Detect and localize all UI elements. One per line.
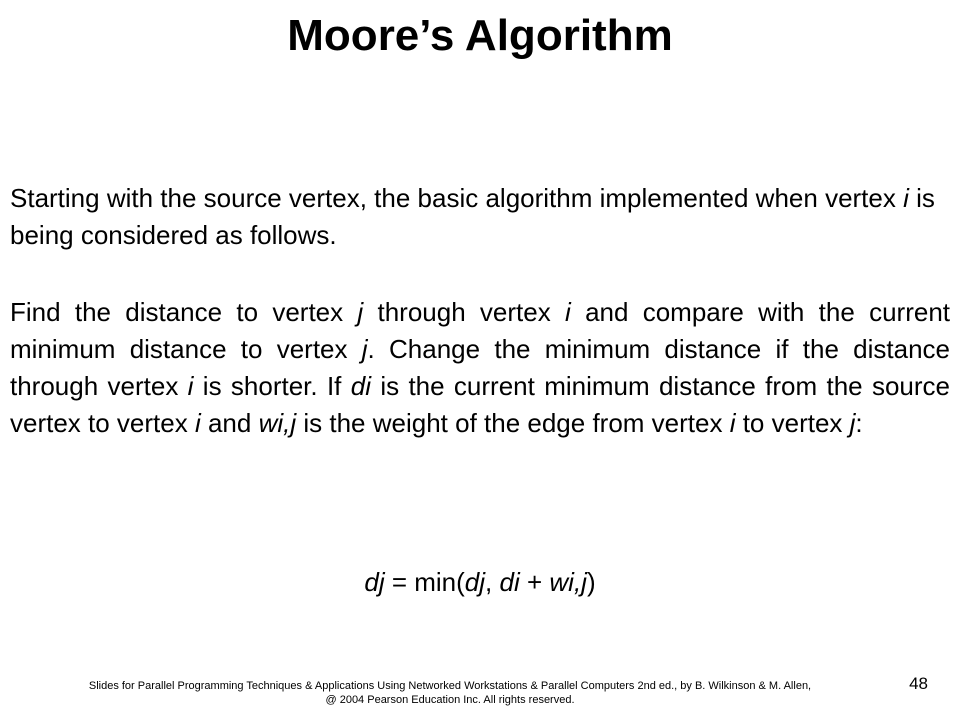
footer-line-2: @ 2004 Pearson Education Inc. All rights reserved. — [325, 694, 575, 706]
page-number: 48 — [909, 674, 928, 693]
var-i: i — [187, 371, 194, 401]
var-i: i — [194, 408, 201, 438]
intro-paragraph — [10, 180, 950, 254]
var-i: i — [903, 183, 909, 213]
var-j: j — [849, 408, 856, 438]
footer-line-1: Slides for Parallel Programming Techniques & Applications Using Networked Workstations & Parallel Computers 2nd ed., by B. Wilkinson & M. Allen, — [88, 680, 812, 692]
text-segment: is being considered as follows. — [10, 183, 935, 250]
var-i: i — [729, 408, 736, 438]
text-segment: is the current minimum distance from the source vertex to vertex — [10, 371, 951, 438]
var-j: j — [361, 334, 368, 364]
text-segment: is shorter. If — [193, 371, 351, 401]
text-segment: through vertex — [363, 297, 566, 327]
text-segment: . Change the minimum distance if the distance through vertex — [10, 334, 950, 401]
var-dj: dj — [464, 567, 486, 597]
text-segment: and — [200, 408, 259, 438]
description-paragraph — [10, 294, 950, 442]
var-wij: wi,j — [549, 567, 587, 597]
slide-title: Moore’s Algorithm — [287, 11, 673, 60]
var-wij: wi,j — [258, 408, 297, 438]
var-dj: dj — [364, 567, 385, 597]
text-segment: to vertex — [735, 408, 850, 438]
text-segment: is the weight of the edge from vertex — [296, 408, 730, 438]
formula-segment: ) — [586, 567, 596, 597]
var-j: j — [357, 297, 364, 327]
var-di: di — [350, 371, 371, 401]
text-segment: : — [855, 408, 863, 438]
text-segment: Starting with the source vertex, the basic algorithm implemented when vertex — [10, 183, 904, 213]
var-i: i — [565, 297, 571, 327]
formula-segment: + — [519, 567, 550, 597]
formula — [0, 564, 960, 601]
formula-segment: = min( — [384, 567, 465, 597]
text-segment: and compare with the current minimum distance to vertex — [10, 297, 950, 364]
formula-segment: , — [485, 567, 500, 597]
var-di: di — [499, 567, 520, 597]
footer-credits — [40, 679, 860, 707]
text-segment: Find the distance to vertex — [10, 297, 358, 327]
